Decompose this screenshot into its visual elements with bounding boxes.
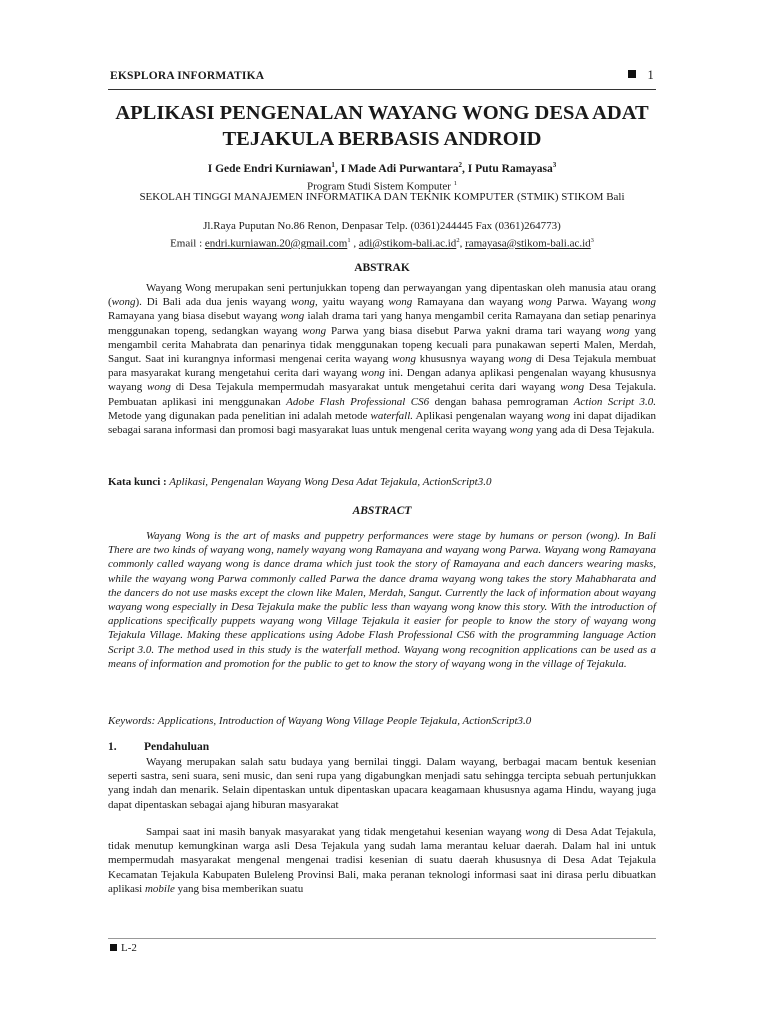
abstrak-text: ). Di Bali ada dua jenis wayang xyxy=(135,296,292,309)
abstrak-text: Parwa yang biasa disebut Parwa yakni drama tari wayang xyxy=(326,324,606,337)
abstrak-text: yang ada di Desa Tejakula. xyxy=(533,424,655,437)
email-2-sup: 2 xyxy=(456,237,460,244)
abstrak-italic: wong xyxy=(392,353,416,366)
intro-paragraph-2 xyxy=(108,825,656,896)
institution-address: Jl.Raya Puputan No.86 Renon, Denpasar Telp. (0361)244445 Fax (0361)264773) xyxy=(203,220,561,232)
abstrak-heading: ABSTRAK xyxy=(354,262,410,274)
abstrak-text: di Desa Tejakula membuat para masyarakat kurang mengetahui cerita dari wayang xyxy=(108,353,656,380)
author-2-sup: 2 xyxy=(458,161,463,169)
abstract-heading: ABSTRACT xyxy=(352,505,412,517)
abstrak-italic: wong xyxy=(509,424,534,437)
program-sup: 1 xyxy=(453,180,457,187)
journal-name: EKSPLORA INFORMATIKA xyxy=(110,70,265,82)
institution-name: SEKOLAH TINGGI MANAJEMEN INFORMATIKA DAN TEKNIK KOMPUTER (STMIK) STIKOM Bali xyxy=(139,191,625,203)
abstrak-text: Ramayana yang biasa disebut wayang xyxy=(108,310,281,323)
section-heading xyxy=(108,741,656,753)
abstrak-text: dengan bahasa pemrograman xyxy=(429,395,574,408)
author-3-sup: 3 xyxy=(552,161,557,169)
intro-italic: wong xyxy=(525,826,550,838)
intro-text: yang bisa memberikan suatu xyxy=(174,882,304,895)
author-1: I Gede Endri Kurniawan xyxy=(207,162,332,175)
page-footer xyxy=(110,942,137,954)
abstrak-text: yang mengambil cerita Mahabrata dan penarinya tidak menggunakan topeng kecuali para punakawan seperti Malen, Merdah, Sangut. Saat ini kurangnya informasi mengenai cerita wayang xyxy=(108,324,657,366)
abstrak-italic: wong xyxy=(147,381,171,394)
section-title: Pendahuluan xyxy=(144,741,210,753)
header-divider xyxy=(108,89,656,90)
email-3-sup: 3 xyxy=(590,237,594,244)
abstrak-text: Desa Tejakula. Pembuatan aplikasi ini menggunakan xyxy=(108,381,656,408)
abstrak-italic: wong xyxy=(605,324,630,337)
kata-kunci xyxy=(108,475,656,489)
abstrak-italic: wong xyxy=(528,296,552,309)
abstrak-text: Ramayana dan wayang xyxy=(412,296,529,309)
abstrak-italic: wong xyxy=(291,296,315,309)
abstrak-italic: waterfall. xyxy=(370,409,414,422)
page-number xyxy=(628,68,654,83)
abstrak-paragraph xyxy=(108,281,656,437)
abstrak-italic: wong xyxy=(560,381,585,394)
email-line: Email : endri.kurniawan.20@gmail.com$^1$ , $adi@stikom-bali.ac.id^2$, $ramayasa@stikom-bali.ac.id^3$ xyxy=(170,237,594,250)
abstrak-text: ialah drama tari yang hanya mengambil cerita Ramayana dan setiap penarinya menggunakan topeng, sedangkan wayang xyxy=(108,310,657,337)
abstrak-text: , yaitu wayang xyxy=(314,296,389,309)
abstract-paragraph: Wayang Wong is the art of masks and puppetry performances were stage by humans or person (wong). In Bali There are two kinds of wayang wong, namely wayang wong Ramayana and wayang wong Parwa. Wayang wong Ramayana commonly called wayang wong is dance drama which just took the story of Ramayana and each dancers wearing masks, while the wayang wong Parwa commonly called Parwa the dance drama wayang wong takes the story Mahabharata and the dancers do not use masks except the clown like Malen, Merdah, Sangut. Currently the lack of information about wayang wayang wong especially in Desa Tejakula make the public less than wayang wong know this story. With the introduction of applications specifically puppets wayang wong Village Tejakula it easier for people to know the story of wayang wong Tejakula Village. Making these applications using Adobe Flash Professional CS6 with the programming language Action Script 3.0. The method used in this study is the waterfall method. Wayang wong recognition applications can be used as a means of information and promotion for the public to get to know the story of wayang wong in the village of Tejakula. xyxy=(108,530,656,670)
square-bullet-icon xyxy=(110,944,117,951)
section-number: 1. xyxy=(108,741,117,753)
footer-divider xyxy=(108,938,656,939)
abstrak-text: Aplikasi pengenalan wayang xyxy=(413,409,547,422)
abstrak-italic: Adobe Flash Professional CS6 xyxy=(286,395,430,408)
abstrak-text: di Desa Tejakula mempermudah masyarakat untuk mengetahui cerita dari wayang xyxy=(170,381,561,394)
square-bullet-icon xyxy=(628,70,636,78)
abstrak-italic: wong xyxy=(388,296,413,309)
kata-kunci-label: Kata kunci : xyxy=(108,476,167,488)
abstrak-text: ini. Dengan adanya aplikasi pengenalan wayang khususnya wayang xyxy=(108,367,656,394)
abstrak-italic: wong xyxy=(302,324,327,337)
intro-italic: mobile xyxy=(144,882,175,895)
email-label: Email : xyxy=(170,237,203,250)
abstrak-italic: wong xyxy=(111,296,136,309)
page-code: L-2 xyxy=(121,942,137,954)
abstrak-italic: wong xyxy=(546,409,571,422)
abstrak-text: Parwa. Wayang xyxy=(551,296,633,309)
abstrak-text: Wayang Wong merupakan seni pertunjukkan topeng dan perwayangan yang dipentaskan oleh manusia atau orang ( xyxy=(108,282,656,309)
paper-title: APLIKASI PENGENALAN WAYANG WONG DESA ADAT TEJAKULA BERBASIS ANDROID xyxy=(115,102,649,150)
program-name: Program Studi Sistem Komputer xyxy=(307,180,451,193)
intro-paragraph-1: Wayang merupakan salah satu budaya yang bernilai tinggi. Dalam wayang, berbagai macam bentuk kesenian seperti sastra, seni suara, seni music, dan seni rupa yang digabungkan menjadi satu sehingga tercipta sebuah pertunjukkan yang indah dan menarik. Selain dipentaskan untuk dipentaskan upacara keagamaan khususnya agama Hindu, wayang juga dapat dipentaskan sebagai ajang hiburan masyarakat xyxy=(108,756,656,811)
running-header xyxy=(108,68,656,86)
author-2: I Made Adi Purwantara xyxy=(340,162,459,175)
abstrak-text: Metode yang digunakan pada penelitian ini adalah metode xyxy=(108,409,371,422)
email-link-2[interactable]: adi@stikom-bali.ac.id xyxy=(358,237,457,250)
author-list: I Gede Endri Kurniawan$^1$, I Made Adi Purwantara$^2$, I Putu Ramayasa$^3$ xyxy=(207,161,557,175)
english-keywords: Keywords: Applications, Introduction of Wayang Wong Village People Tejakula, ActionScript3.0 xyxy=(108,715,532,727)
email-1-sup: 1 xyxy=(347,237,351,244)
email-link-3[interactable]: ramayasa@stikom-bali.ac.id xyxy=(465,237,591,250)
abstrak-italic: wong xyxy=(508,353,532,366)
email-link-1[interactable]: endri.kurniawan.20@gmail.com xyxy=(204,237,348,250)
abstrak-italic: Action Script 3.0. xyxy=(573,395,657,408)
intro-text: di Desa Adat Tejakula, tidak menutup kemungkinan warga asli Desa Tejakula yang sudah lama merantau keluar daerah. Dalam hal ini untuk mempermudah masyarakat mengenal mengenai tradisi kesenian di suatu daerah khususnya di Desa Adat Tejakula Kecamatan Tejakula Kabupaten Buleleng Provinsi Bali, maka peranan teknologi informasi saat ini dirasa perlu dibuatkan aplikasi xyxy=(108,826,656,895)
abstrak-italic: wong xyxy=(280,310,305,323)
author-3: I Putu Ramayasa xyxy=(467,162,553,175)
abstrak-italic: wong xyxy=(632,296,657,309)
kata-kunci-text: Aplikasi, Pengenalan Wayang Wong Desa Adat Tejakula, ActionScript3.0 xyxy=(166,476,492,488)
abstrak-text: khususnya wayang xyxy=(415,353,508,366)
author-1-sup: 1 xyxy=(331,161,335,169)
abstrak-italic: wong xyxy=(361,367,385,380)
intro-text: Sampai saat ini masih banyak masyarakat yang tidak mengetahui kesenian wayang xyxy=(146,826,526,838)
abstrak-text: ini dapat dijadikan sebagai sarana informasi dan promosi bagi masyarakat luas untuk mengenal cerita wayang xyxy=(108,409,657,437)
page-number-text: 1 xyxy=(647,68,654,82)
